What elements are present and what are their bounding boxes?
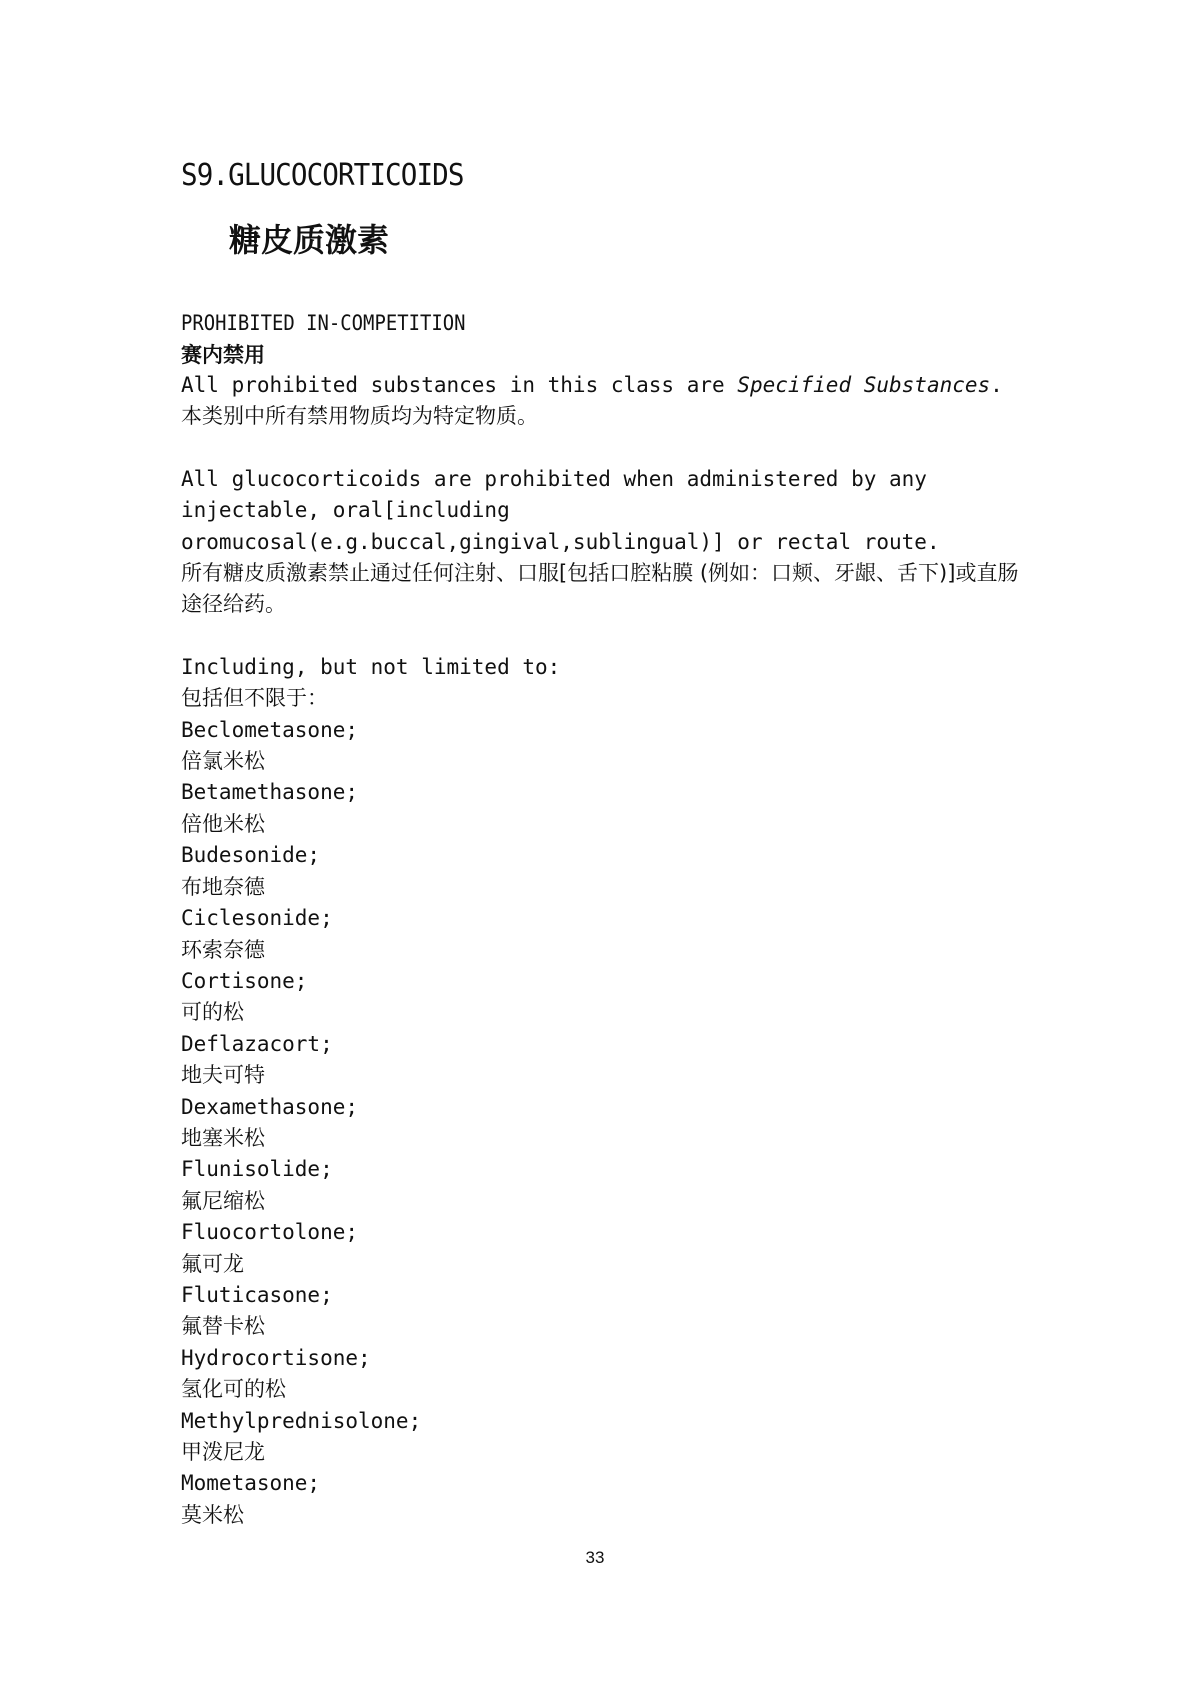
- substance-name: Mometasone;: [181, 1471, 321, 1496]
- intro-text-suffix: .: [990, 373, 1003, 397]
- intro-text-cn: 本类别中所有禁用物质均为特定物质。: [181, 404, 538, 429]
- substance-name: Ciclesonide;: [181, 906, 333, 931]
- substance-name: Betamethasone;: [181, 780, 359, 805]
- substance-name: Deflazacort;: [181, 1031, 333, 1056]
- including-text: Including, but not limited to:: [181, 654, 561, 679]
- substance-name: Flunisolide;: [181, 1157, 333, 1182]
- substance-name-cn: 地塞米松: [181, 1125, 265, 1150]
- substance-name-cn: 倍氯米松: [181, 749, 265, 774]
- substance-name-cn: 布地奈德: [181, 874, 265, 899]
- substance-name-cn: 地夫可特: [181, 1063, 265, 1088]
- page-content: [181, 156, 1021, 1531]
- substance-name: Cortisone;: [181, 968, 308, 993]
- substance-name-cn: 氟尼缩松: [181, 1188, 265, 1213]
- substance-name: Methylprednisolone;: [181, 1408, 422, 1433]
- including-text-cn: 包括但不限于：: [181, 686, 328, 711]
- substance-name-cn: 氢化可的松: [181, 1377, 286, 1402]
- route-text-cn: 所有糖皮质激素禁止通过任何注射、口服[包括口腔粘膜 (例如：口颊、牙龈、舌下)]或直肠途径给药。: [181, 561, 1019, 617]
- substance-name: Beclometasone;: [181, 717, 359, 742]
- specified-substances-term: Specified Substances: [737, 373, 991, 397]
- substance-name-cn: 氟替卡松: [181, 1314, 265, 1339]
- substance-name-cn: 环索奈德: [181, 937, 265, 962]
- paragraph-gap: [181, 433, 1021, 464]
- substance-name-cn: 可的松: [181, 1000, 244, 1025]
- substance-name-cn: 莫米松: [181, 1502, 244, 1527]
- intro-text: [181, 370, 1021, 401]
- substance-name: Dexamethasone;: [181, 1094, 359, 1119]
- section-title-cn: 糖皮质激素: [229, 221, 390, 259]
- substance-name-cn: 倍他米松: [181, 811, 265, 836]
- substance-list: [181, 715, 1021, 1532]
- page-number: 33: [585, 1548, 605, 1567]
- substance-name: Budesonide;: [181, 843, 321, 868]
- substance-name: Fluocortolone;: [181, 1220, 359, 1245]
- section-title: S9.GLUCOCORTICOIDS: [181, 158, 464, 193]
- substance-name: Fluticasone;: [181, 1282, 333, 1307]
- prohibition-label-cn: 赛内禁用: [181, 343, 265, 367]
- substance-name: Hydrocortisone;: [181, 1345, 371, 1370]
- route-text: All glucocorticoids are prohibited when administered by any injectable, oral[including oromucosal(e.g.buccal,gingival,sublingual)] or rectal route.: [181, 466, 940, 554]
- intro-text-prefix: All prohibited substances in this class are: [181, 373, 738, 397]
- substance-name-cn: 氟可龙: [181, 1251, 244, 1276]
- paragraph-gap: [181, 621, 1021, 652]
- prohibition-label: PROHIBITED IN-COMPETITION: [181, 311, 466, 335]
- substance-name-cn: 甲泼尼龙: [181, 1440, 265, 1464]
